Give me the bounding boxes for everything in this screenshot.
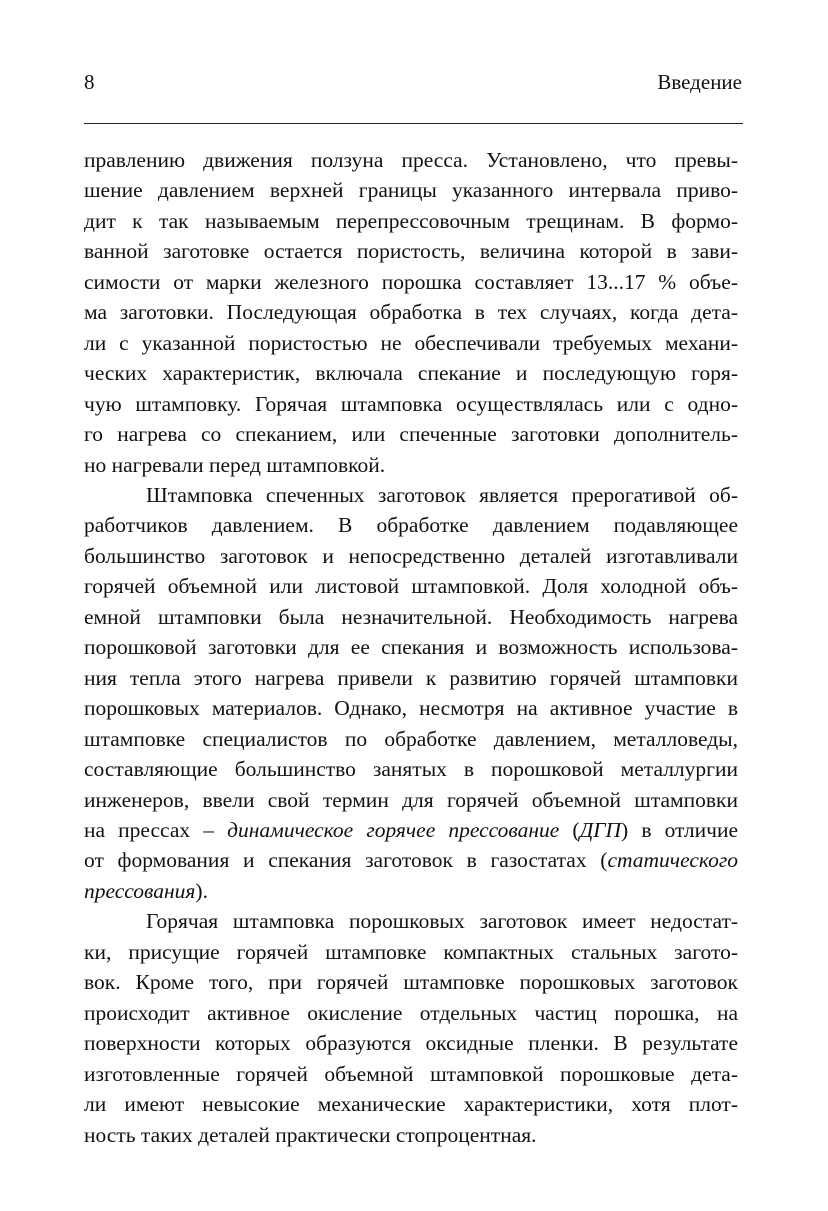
text-line: порошковой заготовки для ее спекания и возможность использова-	[84, 635, 738, 660]
running-title: Введение	[657, 70, 742, 94]
text-line: большинство заготовок и непосредственно деталей изготавливали	[84, 543, 738, 568]
text-line: изготовленные горячей объемной штамповкой порошковые дета-	[84, 1061, 738, 1086]
text-line: работчиков давлением. В обработке давлением подавляющее	[84, 513, 738, 538]
paragraph-2	[84, 480, 738, 906]
text-line: симости от марки железного порошка составляет 13...17 % объе-	[84, 269, 738, 294]
text-line-with-term	[84, 815, 738, 845]
page-number: 8	[84, 70, 95, 94]
paragraph-1	[84, 145, 738, 480]
text-line: ли имеют невысокие механические характеристики, хотя плот-	[84, 1092, 738, 1117]
text-run: (	[559, 817, 580, 842]
text-line: дит к так называемым перепрессовочным трещинам. В формо-	[84, 208, 738, 233]
text-run: ).	[195, 878, 208, 903]
text-line: го нагрева со спеканием, или спеченные заготовки дополнитель-	[84, 422, 738, 447]
text-run: ) в отличие	[621, 817, 738, 842]
text-line: вок. Кроме того, при горячей штамповке порошковых заготовок	[84, 970, 738, 995]
text-line: горячей объемной или листовой штамповкой. Доля холодной объ-	[84, 574, 738, 599]
text-line: происходит активное окисление отдельных частиц порошка, на	[84, 1000, 738, 1025]
text-line: ность таких деталей практически стопроцентная.	[84, 1122, 537, 1147]
header-rule	[84, 123, 743, 124]
term-static-pressing-cont: прессования	[84, 878, 196, 903]
text-line: ческих характеристик, включала спекание и последующую горя-	[84, 361, 738, 386]
text-line: Штамповка спеченных заготовок является прерогативой об-	[146, 482, 738, 507]
term-static-pressing: статического	[607, 848, 738, 873]
text-line: ли с указанной пористостью не обеспечивали требуемых механи-	[84, 330, 738, 355]
text-run: на прессах –	[84, 817, 228, 842]
text-line: инженеров, ввели свой термин для горячей объемной штамповки	[84, 787, 738, 812]
text-line: шение давлением верхней границы указанного интервала приво-	[84, 178, 738, 203]
text-line: поверхности которых образуются оксидные пленки. В результате	[84, 1031, 738, 1056]
text-line: ма заготовки. Последующая обработка в тех случаях, когда дета-	[84, 300, 738, 325]
paragraph-3	[84, 906, 738, 1150]
text-line: ния тепла этого нагрева привели к развитию горячей штамповки	[84, 665, 738, 690]
text-run: от формования и спекания заготовок в газостатах (	[84, 848, 608, 873]
text-line: но нагревали перед штамповкой.	[84, 452, 386, 477]
text-line: правлению движения ползуна пресса. Установлено, что превы-	[84, 148, 738, 172]
text-line: порошковых материалов. Однако, несмотря на активное участие в	[84, 696, 738, 721]
term-dynamic-hot-pressing: динамическое горячее прессование	[227, 817, 560, 842]
page-header	[84, 64, 742, 100]
text-line: ки, присущие горячей штамповке компактных стальных загото-	[84, 939, 738, 964]
text-line-with-term	[84, 845, 738, 875]
term-abbreviation: ДГП	[579, 817, 622, 842]
body-text	[84, 145, 738, 1150]
text-line: емной штамповки была незначительной. Необходимость нагрева	[84, 604, 738, 629]
text-line: чую штамповку. Горячая штамповка осуществлялась или с одно-	[84, 391, 738, 416]
text-line: Горячая штамповка порошковых заготовок имеет недостат-	[146, 909, 738, 934]
text-line: составляющие большинство занятых в порошковой металлургии	[84, 757, 738, 782]
text-line-with-term	[84, 876, 738, 906]
text-line: штамповке специалистов по обработке давлением, металловеды,	[84, 726, 738, 751]
text-line: ванной заготовке остается пористость, величина которой в зави-	[84, 239, 738, 264]
